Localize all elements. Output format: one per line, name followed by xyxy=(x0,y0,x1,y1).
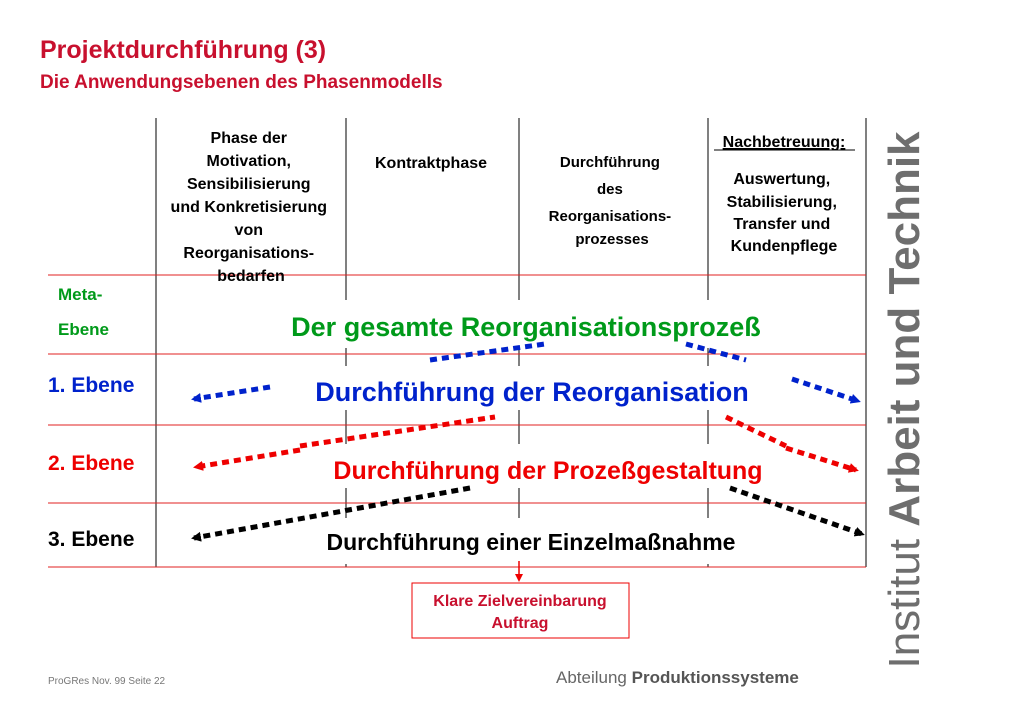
institute-name: Arbeit und Technik xyxy=(880,131,929,527)
page-title: Projektdurchführung (3) xyxy=(40,36,327,64)
level-2-process-text: Durchführung der Prozeßgestaltung xyxy=(333,457,763,485)
footer-right-bold: Produktionssysteme xyxy=(631,668,799,687)
meta-process-text: Der gesamte Reorganisationsprozeß xyxy=(291,312,761,342)
institute-logo xyxy=(880,131,930,668)
level-1-arrow-right xyxy=(792,379,858,401)
phase-4-heading: Nachbetreuung: xyxy=(722,134,846,151)
phase-2-header: Kontraktphase xyxy=(374,155,488,172)
contract-box-line-2: Auftrag xyxy=(491,615,549,632)
phase-1-header: Phase der Motivation, Sensibilisierung und Konkretisierung von Reorganisations- bedarfen xyxy=(170,130,327,285)
footer-right-prefix: Abteilung xyxy=(556,668,632,687)
footer-right xyxy=(556,668,799,688)
page-subtitle: Die Anwendungsebenen des Phasenmodells xyxy=(40,72,443,93)
phase-4-header: Auswertung, Stabilisierung, Transfer und Kundenpflege xyxy=(726,171,838,255)
level-2-label: 2. Ebene xyxy=(48,452,135,475)
meta-level-label-1: Meta- xyxy=(58,285,103,304)
phase-3-header: Durchführung des Reorganisations- prozesses xyxy=(548,154,672,248)
meta-level-label-2: Ebene xyxy=(58,320,110,339)
level-1-label: 1. Ebene xyxy=(48,374,135,397)
contract-box-line-1: Klare Zielvereinbarung xyxy=(433,593,607,610)
level-3-label: 3. Ebene xyxy=(48,528,135,551)
level-2-arrow-left xyxy=(196,450,300,467)
level-1-process-text: Durchführung der Reorganisation xyxy=(315,377,749,407)
footer-left: ProGRes Nov. 99 Seite 22 xyxy=(48,676,166,687)
level-2-link-right xyxy=(726,417,786,446)
level-2-link-left xyxy=(300,417,495,446)
level-3-process-text: Durchführung einer Einzelmaßnahme xyxy=(326,529,736,555)
level-1-arrow-left xyxy=(194,387,270,399)
institute-prefix: Institut xyxy=(880,526,929,669)
